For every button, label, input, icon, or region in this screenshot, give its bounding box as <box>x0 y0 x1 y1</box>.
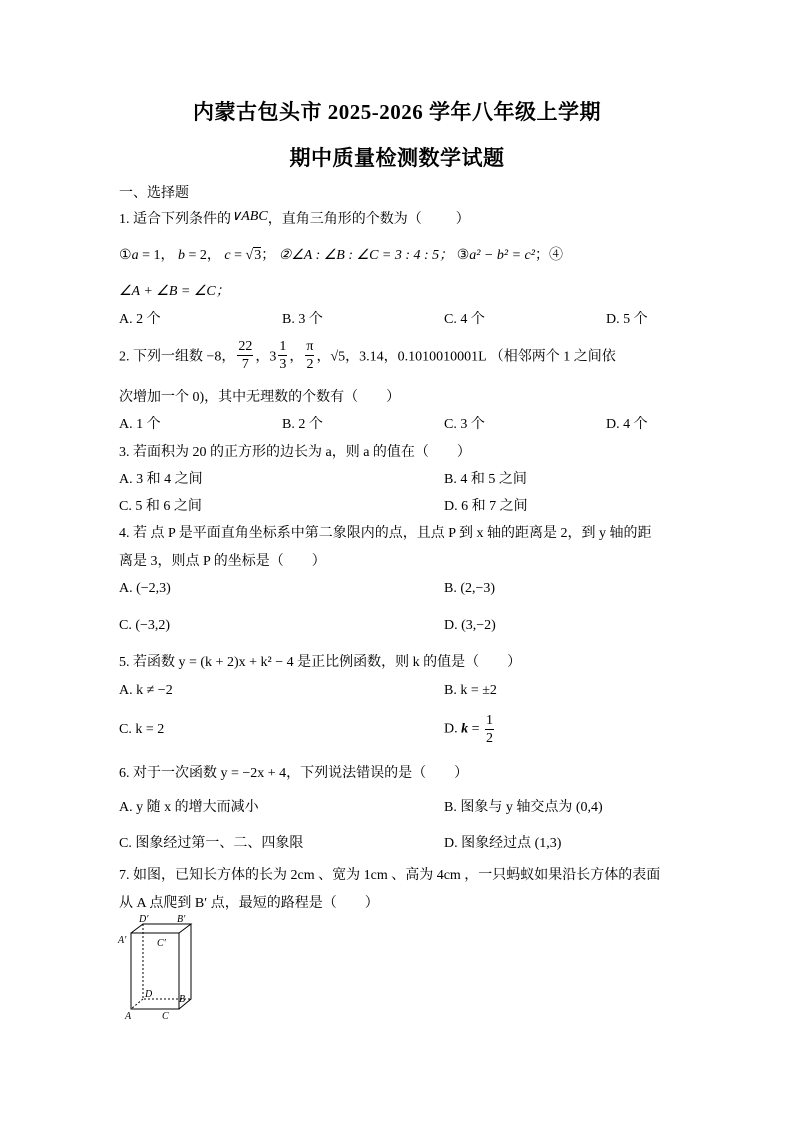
fraction-1-3: $\frac{1}{3}$ <box>279 339 287 372</box>
cuboid-figure <box>115 915 195 1025</box>
label-c: C <box>162 1011 169 1022</box>
fraction-22-7: $\frac{22}{7}$ <box>238 339 253 372</box>
question-2-stem: 2. 下列一组数 −8， $\frac{22}{7}$ ，3 $\frac{1}{3}$ ， $\frac{\pi}{2}$ ，√5，3.14，0.1010010001L （相邻两个 1 之间依 <box>119 339 616 372</box>
page-subtitle: 期中质量检测数学试题 <box>289 146 505 170</box>
label-d: D <box>145 989 153 1000</box>
q4-option-d[interactable]: D. (3,−2) <box>444 618 496 633</box>
question-3-stem: 3. 若面积为 20 的正方形的边长为 a，则 a 的值在（ ） <box>119 445 471 460</box>
q1-option-b[interactable]: B. 3 个 <box>282 312 323 327</box>
q1-option-c[interactable]: C. 4 个 <box>444 312 485 327</box>
q4-option-b[interactable]: B. (2,−3) <box>444 581 496 596</box>
label-c-prime: C′ <box>157 938 166 949</box>
label-a-prime: A′ <box>118 935 127 946</box>
q3-option-d[interactable]: D. 6 和 7 之间 <box>444 499 528 514</box>
q5-option-d[interactable]: D. k = $\frac{1}{2}$ <box>444 713 494 746</box>
q1-option-a[interactable]: A. 2 个 <box>119 312 161 327</box>
q2-option-a[interactable]: A. 1 个 <box>119 417 161 432</box>
question-2-stem-cont: 次增加一个 0)，其中无理数的个数有（ ） <box>119 390 401 405</box>
question-1-conditions: ①a = 1， b = 2， c = √3； ②∠A : ∠B : ∠C = 3 : 4 : 5； ③a² − b² = c²；④ <box>119 248 563 263</box>
q6-option-d[interactable]: D. 图象经过点 (1,3) <box>444 836 562 851</box>
cuboid-hidden-edges <box>143 924 191 999</box>
q5-option-c[interactable]: C. k = 2 <box>119 722 165 737</box>
q2-option-b[interactable]: B. 2 个 <box>282 417 323 432</box>
question-1-stem: 1. 适合下列条件的∨ABC，直角三角形的个数为（ ） <box>119 209 470 227</box>
section-heading: 一、选择题 <box>119 186 189 201</box>
label-d-prime: D′ <box>139 915 149 925</box>
q6-option-c[interactable]: C. 图象经过第一、二、四象限 <box>119 836 304 851</box>
q3-option-c[interactable]: C. 5 和 6 之间 <box>119 499 202 514</box>
q4-option-a[interactable]: A. (−2,3) <box>119 581 171 596</box>
fraction-pi-2: $\frac{\pi}{2}$ <box>306 339 314 372</box>
question-6-stem: 6. 对于一次函数 y = −2x + 4，下列说法错误的是（ ） <box>119 766 469 781</box>
label-b: B <box>179 994 186 1005</box>
q1-option-d[interactable]: D. 5 个 <box>606 312 648 327</box>
q2-option-c[interactable]: C. 3 个 <box>444 417 485 432</box>
q5-option-a[interactable]: A. k ≠ −2 <box>119 683 173 698</box>
cuboid-top-face <box>131 924 191 933</box>
question-1-condition-4: ∠A + ∠B = ∠C； <box>119 284 230 299</box>
q3-option-b[interactable]: B. 4 和 5 之间 <box>444 472 527 487</box>
page-title: 内蒙古包头市 2025-2026 学年八年级上学期 <box>193 100 601 124</box>
q3-option-a[interactable]: A. 3 和 4 之间 <box>119 472 203 487</box>
q4-option-c[interactable]: C. (−3,2) <box>119 618 171 633</box>
q2-option-d[interactable]: D. 4 个 <box>606 417 648 432</box>
cuboid-hidden-edge-da <box>131 999 143 1009</box>
q5-option-b[interactable]: B. k = ±2 <box>444 683 497 698</box>
cuboid-front-face <box>131 933 179 1009</box>
fraction-1-2: $\frac{1}{2}$ <box>486 713 494 746</box>
q6-option-a[interactable]: A. y 随 x 的增大而减小 <box>119 800 259 815</box>
label-b-prime: B′ <box>177 915 186 925</box>
question-7-stem: 7. 如图，已知长方体的长为 2cm 、宽为 1cm 、高为 4cm ，一只蚂蚁如果沿长方体的表面 <box>119 868 661 883</box>
question-7-stem-cont: 从 A 点爬到 B′ 点，最短的路程是（ ） <box>119 896 379 911</box>
q6-option-b[interactable]: B. 图象与 y 轴交点为 (0,4) <box>444 800 603 815</box>
question-4-stem: 4. 若 点 P 是平面直角坐标系中第二象限内的点，且点 P 到 x 轴的距离是 2，到 y 轴的距 <box>119 526 652 541</box>
question-4-stem-cont: 离是 3，则点 P 的坐标是（ ） <box>119 554 326 569</box>
question-5-stem: 5. 若函数 y = (k + 2)x + k² − 4 是正比例函数，则 k 的值是（ ） <box>119 655 522 670</box>
label-a: A <box>125 1011 132 1022</box>
